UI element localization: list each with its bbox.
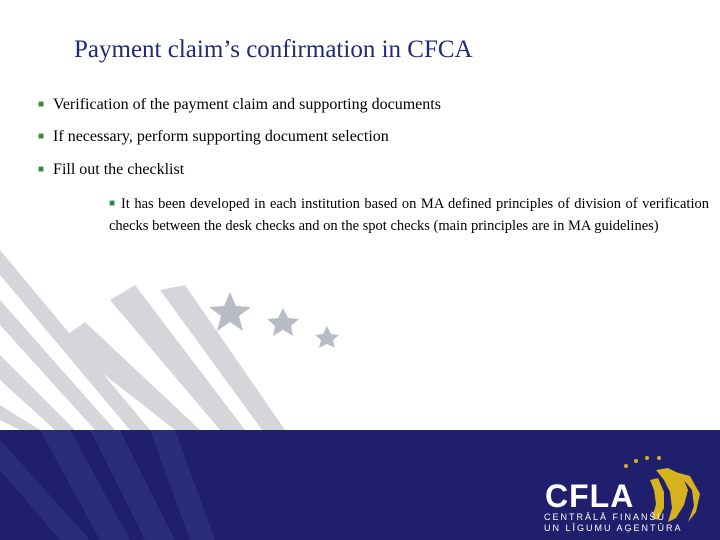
logo-subtitle-line1: CENTRĀLĀ FINANŠU xyxy=(544,512,667,522)
square-bullet-icon: ■ xyxy=(38,164,45,175)
star-icon xyxy=(267,308,299,336)
star-icon xyxy=(315,326,339,348)
sub-bullet-text: It has been developed in each institution based on MA defined principles of division of verification checks between the desk checks and on the spot checks (main principles are in MA guidelines) xyxy=(109,196,709,234)
logo-subtitle-line2: UN LĪGUMU AĢENTŪRA xyxy=(544,523,683,533)
square-bullet-icon: ■ xyxy=(38,99,45,110)
star-icon xyxy=(209,292,251,331)
bullet-item xyxy=(38,161,184,179)
square-bullet-icon: ■ xyxy=(38,131,45,142)
slide-title: Payment claim’s confirmation in CFCA xyxy=(74,36,473,63)
bullet-text: Verification of the payment claim and supporting documents xyxy=(53,96,441,113)
logo-wordmark: CFLA xyxy=(545,478,635,514)
star-icons xyxy=(209,292,339,348)
bullet-text: If necessary, perform supporting document selection xyxy=(53,128,389,145)
sub-bullet-item xyxy=(109,193,709,237)
square-bullet-icon: ■ xyxy=(109,198,116,209)
bullet-item xyxy=(38,128,389,146)
bullet-text: Fill out the checklist xyxy=(53,161,185,178)
bullet-item xyxy=(38,96,441,114)
